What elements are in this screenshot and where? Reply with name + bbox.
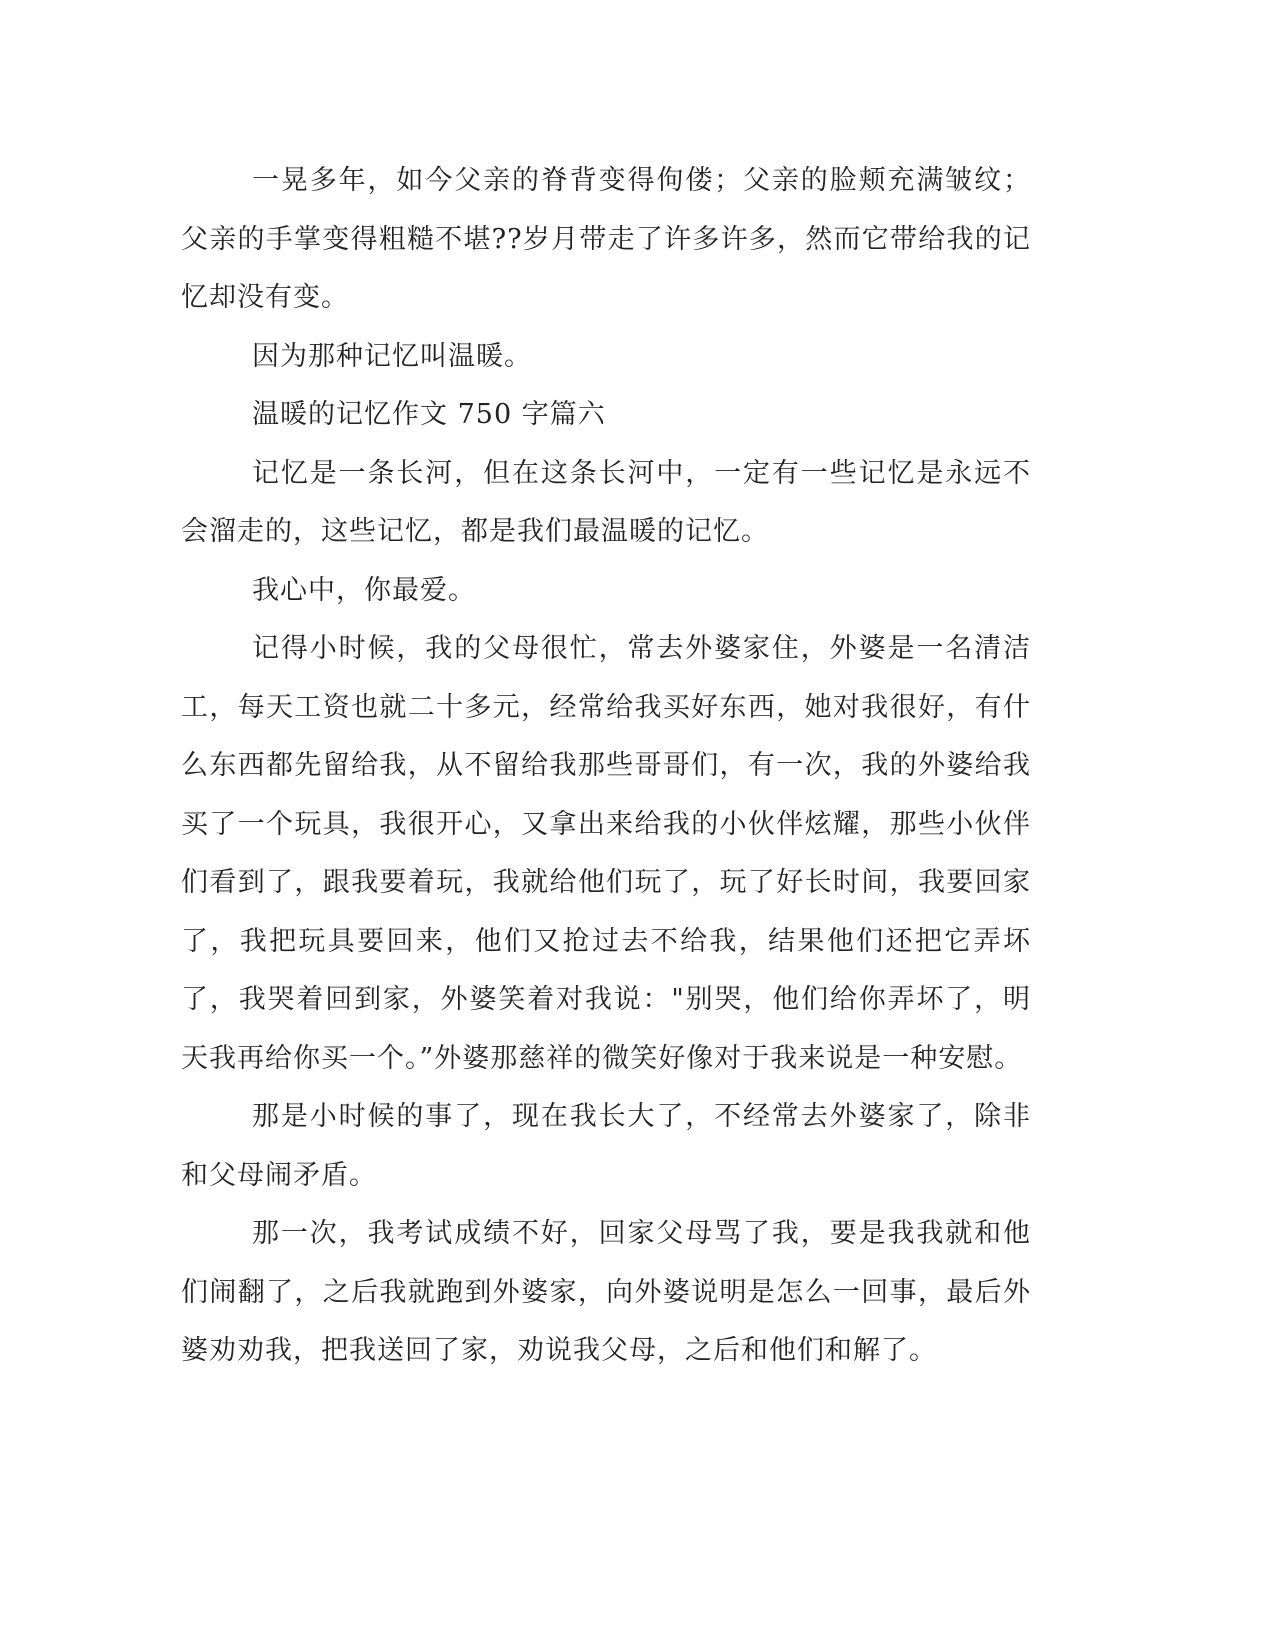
paragraph-6: 那是小时候的事了，现在我长大了，不经常去外婆家了，除非和父母闹矛盾。	[181, 1101, 1031, 1191]
paragraph-5: 记得小时候，我的父母很忙，常去外婆家住，外婆是一名清洁工，每天工资也就二十多元，经常给我买好东西，她对我很好，有什么东西都先留给我，从不留给我那些哥哥们，有一次，我的外婆给我买了一个玩具，我很开心，又拿出来给我的小伙伴炫耀，那些小伙伴们看到了，跟我要着玩，我就给他们玩了，玩了好长时间，我要回家了，我把玩具要回来，他们又抢过去不给我，结果他们还把它弄坏了，我哭着回到家，外婆笑着对我说："别哭，他们给你弄坏了，明天我再给你买一个。”外婆那慈祥的微笑好像对于我来说是一种安慰。	[181, 633, 1031, 1074]
paragraph-4: 我心中，你最爱。	[252, 574, 476, 606]
paragraph-2: 因为那种记忆叫温暖。	[252, 340, 532, 372]
paragraph-1: 一晃多年，如今父亲的脊背变得佝偻；父亲的脸颊充满皱纹；父亲的手掌变得粗糙不堪??岁月带走了许多许多，然而它带给我的记忆却没有变。	[181, 165, 1031, 313]
paragraph-3: 记忆是一条长河，但在这条长河中，一定有一些记忆是永远不会溜走的，这些记忆，都是我们最温暖的记忆。	[181, 457, 1031, 547]
paragraph-7: 那一次，我考试成绩不好，回家父母骂了我，要是我我就和他们闹翻了，之后我就跑到外婆家，向外婆说明是怎么一回事，最后外婆劝劝我，把我送回了家，劝说我父母，之后和他们和解了。	[181, 1218, 1031, 1366]
document-body	[181, 152, 1031, 1381]
section-heading: 温暖的记忆作文 750 字篇六	[252, 399, 606, 430]
